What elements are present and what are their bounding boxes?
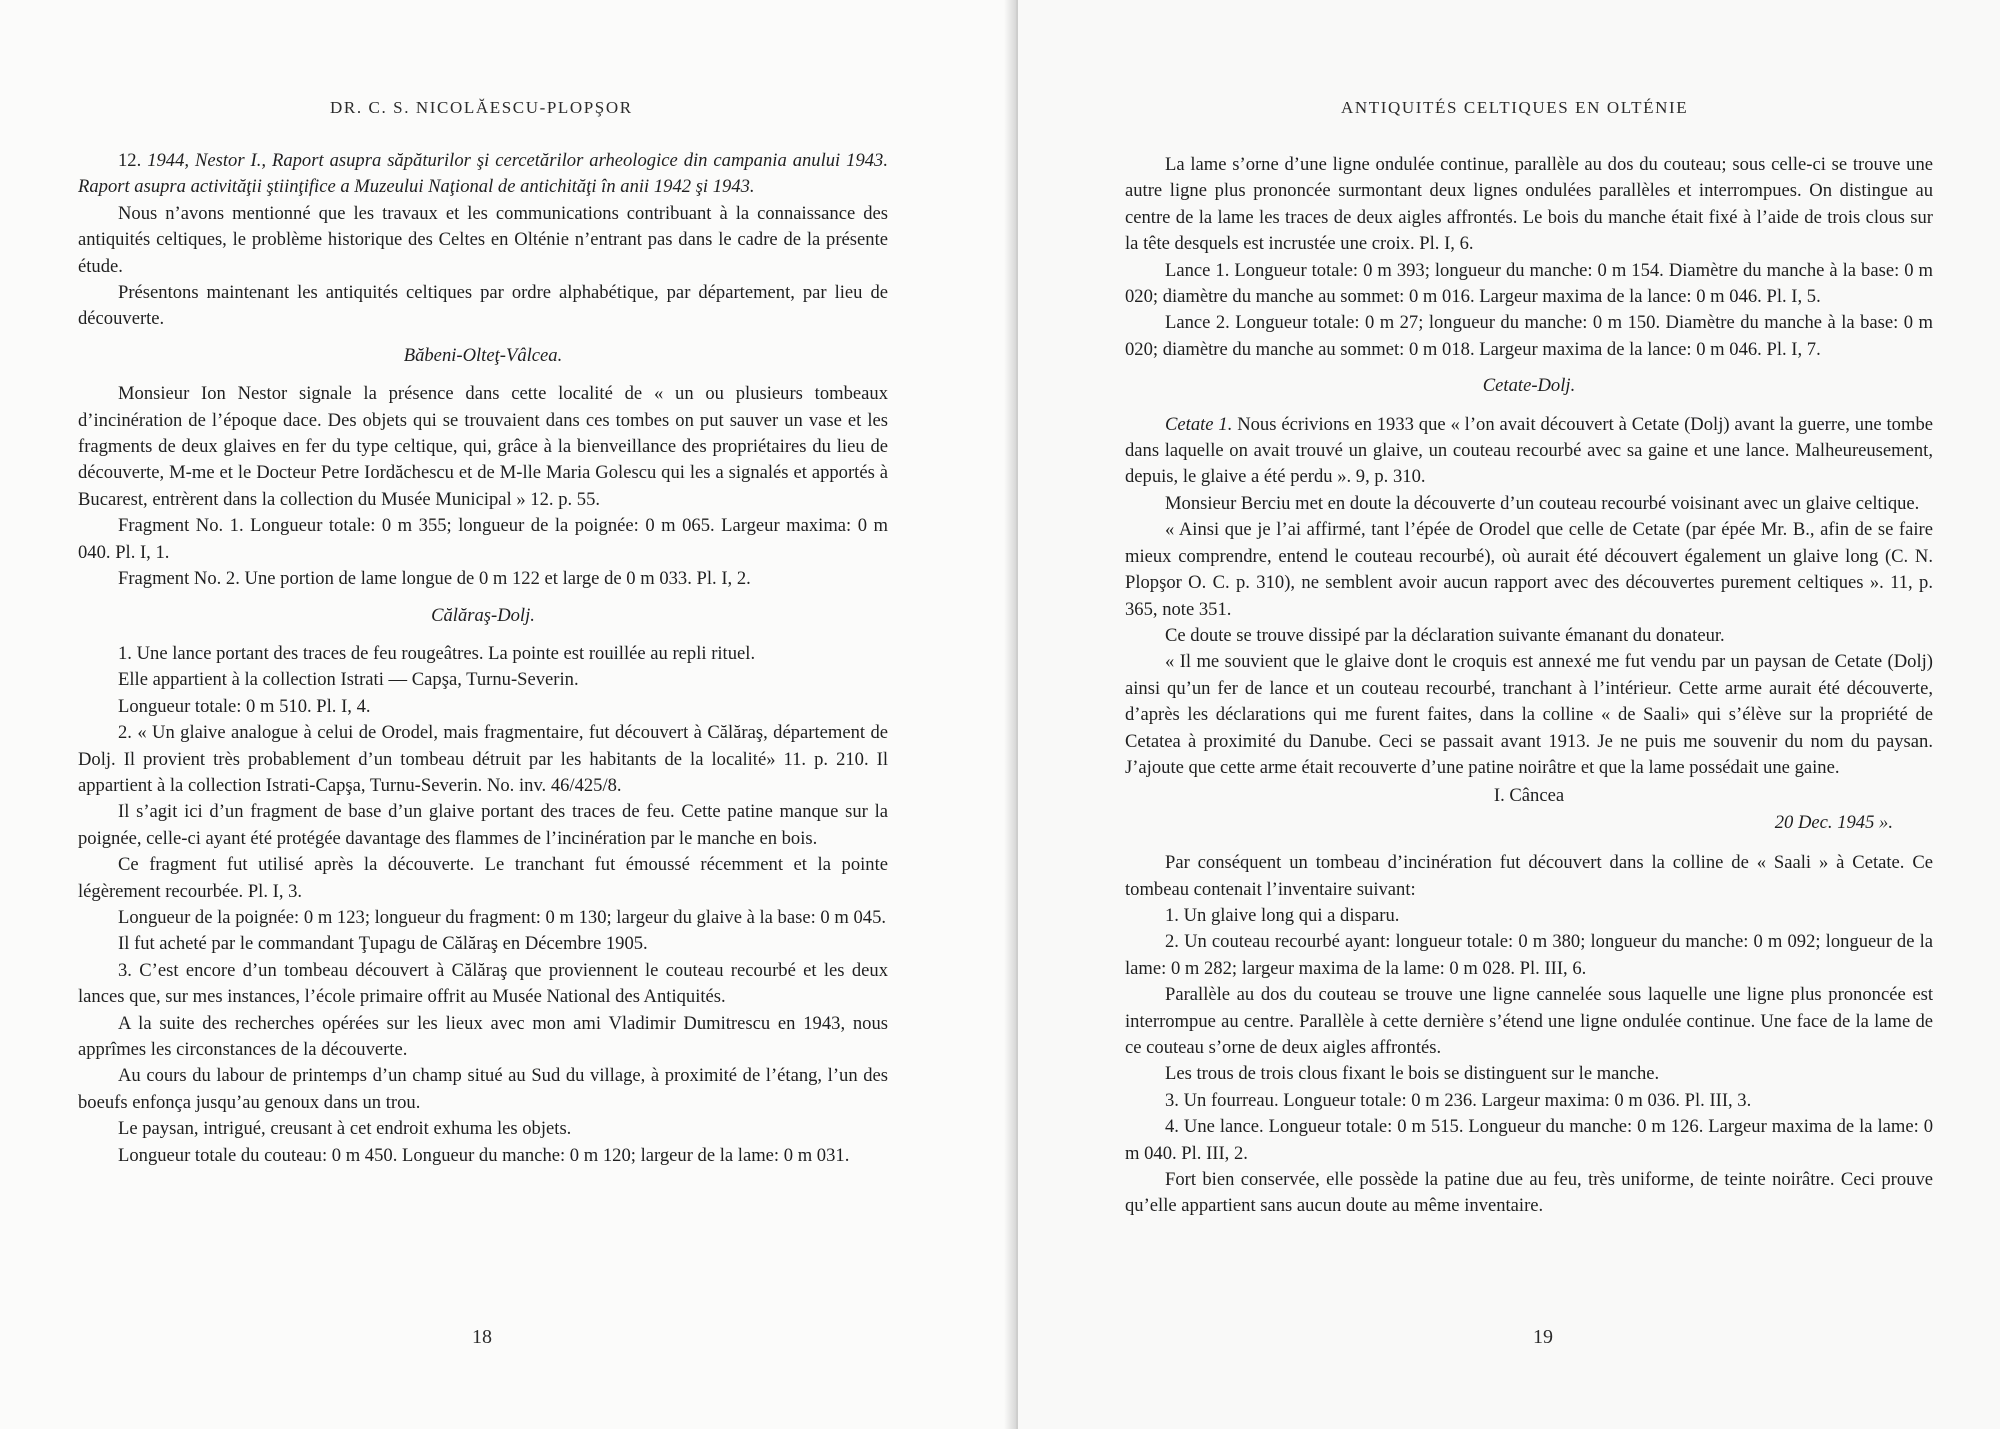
date: 20 Dec. 1945 ». (1774, 811, 1893, 833)
paragraph: Fragment No. 1. Longueur totale: 0 m 355; longueur de la poignée: 0 m 065. Largeur maxima: 0 m 040. Pl. I, 1. (78, 515, 888, 563)
paragraph: 1. Un glaive long qui a disparu. (1165, 904, 1400, 926)
paragraph: Il fut acheté par le commandant Ţupagu de Călăraş en Décembre 1905. (118, 933, 648, 955)
paragraph: Présentons maintenant les antiquités celtiques par ordre alphabétique, par département, par lieu de découverte. (78, 282, 888, 330)
paragraph: A la suite des recherches opérées sur les lieux avec mon ami Vladimir Dumitrescu en 1943, nous apprîmes les circonstances de la découverte. (78, 1012, 888, 1060)
running-head-title: ANTIQUITÉS CELTIQUES EN OLTÉNIE (1341, 98, 1689, 117)
paragraph: Longueur totale: 0 m 510. Pl. I, 4. (118, 695, 371, 717)
paragraph: Parallèle au dos du couteau se trouve une ligne cannelée sous laquelle une ligne plus prononcée est interrompue au centre. Parallèle à cette dernière s’étend une ligne ondulée continue. Une face de la lame de ce couteau s’orne de deux aigles affrontés. (1125, 984, 1933, 1058)
paragraph: Longueur de la poignée: 0 m 123; longueur du fragment: 0 m 130; largeur du glaive à la base: 0 m 045. (118, 906, 887, 928)
paragraph: Le paysan, intrigué, creusant à cet endroit exhuma les objets. (118, 1118, 572, 1140)
paragraph: 2. Un couteau recourbé ayant: longueur totale: 0 m 380; longueur du manche: 0 m 092; longueur de la lame: 0 m 282; largeur maxima de la lame: 0 m 028. Pl. III, 6. (1125, 931, 1933, 979)
signature: I. Câncea (1493, 785, 1565, 807)
page-number: 18 (472, 1326, 492, 1348)
paragraph: Il s’agit ici d’un fragment de base d’un glaive portant des traces de feu. Cette patine manque sur la poignée, celle-ci ayant été protégée davantage des flammes de l’incinération par le manche en bois. (78, 801, 888, 849)
running-head-author: DR. C. S. NICOLĂESCU-PLOPŞOR (330, 98, 633, 117)
page-number: 19 (1533, 1326, 1553, 1348)
paragraph: « Ainsi que je l’ai affirmé, tant l’épée de Orodel que celle de Cetate (par épée Mr. B., afin de se faire mieux comprendre, entend le couteau recourbé), où aurait été découvert également un glaive long (C. N. Plopşor O. C. p. 310), ne semblent avoir aucun rapport avec des découvertes purement celtiques ». 11, p. 365, note 351. (1125, 519, 1933, 620)
paragraph: « Il me souvient que le glaive dont le croquis est annexé me fut vendu par un paysan de Cetate (Dolj) ainsi qu’un fer de lance et un couteau recourbé, tranchant à l’intérieur. Cette arme aurait été découverte, d’après les déclarations qui me furent faites, dans la colline « de Saali» qui s’élève sur la propriété de Cetatea à proximité du Danube. Ceci se passait avant 1913. Je ne puis me souvenir du nom du paysan. J’ajoute que cette arme était recouverte d’une patine noirâtre et que la lame possédait une gaine. (1125, 651, 1933, 778)
paragraph: Longueur totale du couteau: 0 m 450. Longueur du manche: 0 m 120; largeur de la lame: 0 m 031. (118, 1144, 850, 1166)
paragraph: 1. Une lance portant des traces de feu rougeâtres. La pointe est rouillée au repli rituel. (118, 642, 756, 664)
paragraph: 2. « Un glaive analogue à celui de Orodel, mais fragmentaire, fut découvert à Călăraş, département de Dolj. Il provient très probablement d’un tombeau détruit par les habitants de la localité» 11. p. 210. Il appartient à la collection Istrati-Capşa, Turnu-Severin. No. inv. 46/425/8. (78, 722, 888, 796)
paragraph: Elle appartient à la collection Istrati — Capşa, Turnu-Severin. (118, 669, 579, 691)
paragraph: Monsieur Berciu met en doute la découverte d’un couteau recourbé voisinant avec un glaive celtique. (1165, 492, 1920, 514)
paragraph: Fort bien conservée, elle possède la patine due au feu, très uniforme, de teinte noirâtre. Ceci prouve qu’elle appartient sans aucun doute au même inventaire. (1125, 1169, 1933, 1217)
section-heading-babeni: Băbeni-Olteţ-Vâlcea. (403, 344, 563, 366)
paragraph: Fragment No. 2. Une portion de lame longue de 0 m 122 et large de 0 m 033. Pl. I, 2. (118, 568, 751, 590)
section-heading-calaras: Călăraş-Dolj. (431, 604, 535, 626)
paragraph: Les trous de trois clous fixant le bois se distinguent sur le manche. (1165, 1063, 1660, 1085)
paragraph: Monsieur Ion Nestor signale la présence dans cette localité de « un ou plusieurs tombeaux d’incinération de l’époque dace. Des objets qui se trouvaient dans ces tombes on put sauver un vase et les fragments de deux glaives en fer du type celtique, qui, grâce à la bienveillance des propriétaires du lieu de découverte, M-me et le Docteur Petre Iordăchescu et de M-lle Maria Golescu qui les a signalés et apportés à Bucarest, entrèrent dans la collection du Musée Municipal » 12. p. 55. (78, 383, 888, 510)
paragraph: Ce fragment fut utilisé après la découverte. Le tranchant fut émoussé récemment et la pointe légèrement recourbée. Pl. I, 3. (78, 854, 888, 902)
paragraph: 3. Un fourreau. Longueur totale: 0 m 236. Largeur maxima: 0 m 036. Pl. III, 3. (1165, 1089, 1752, 1111)
paragraph: Nous n’avons mentionné que les travaux et les communications contribuant à la connaissance des antiquités celtiques, le problème historique des Celtes en Olténie n’entrant pas dans le cadre de la présente étude. (78, 202, 888, 277)
left-page-body (78, 148, 888, 1169)
paragraph: Cetate 1. Nous écrivions en 1933 que « l’on avait découvert à Cetate (Dolj) avant la guerre, une tombe dans laquelle on avait trouvé un glaive, un couteau recourbé avec sa gaine et une lance. Malheureusement, depuis, le glaive a été perdu ». 9, p. 310. (1125, 413, 1933, 488)
right-page-body (1125, 152, 1933, 1220)
paragraph: Au cours du labour de printemps d’un champ situé au Sud du village, à proximité de l’étang, l’un des boeufs enfonça jusqu’au genoux dans un trou. (78, 1065, 888, 1113)
paragraph: Par conséquent un tombeau d’incinération fut découvert dans la colline de « Saali » à Cetate. Ce tombeau contenait l’inventaire suivant: (1125, 852, 1933, 900)
paragraph: La lame s’orne d’une ligne ondulée continue, parallèle au dos du couteau; sous celle-ci se trouve une autre ligne plus prononcée surmontant deux lignes ondulées parallèles et interrompues. On distingue au centre de la lame les traces de deux aigles affrontés. Le bois du manche était fixé à l’aide de trois clous sur la tête desquels est incrustée une croix. Pl. I, 6. (1125, 154, 1933, 255)
paragraph: Lance 1. Longueur totale: 0 m 393; longueur du manche: 0 m 154. Diamètre du manche à la base: 0 m 020; diamètre du manche au sommet: 0 m 016. Largeur maxima de la lance: 0 m 046. Pl. I, 5. (1125, 259, 1933, 308)
paragraph: Lance 2. Longueur totale: 0 m 27; longueur du manche: 0 m 150. Diamètre du manche à la base: 0 m 020; diamètre du manche au sommet: 0 m 018. Largeur maxima de la lance: 0 m 046. Pl. I, 7. (1125, 312, 1933, 360)
paragraph: 3. C’est encore d’un tombeau découvert à Călăraş que proviennent le couteau recourbé et les deux lances que, sur mes instances, l’école primaire offrit au Musée National des Antiquités. (78, 959, 888, 1008)
section-heading-cetate: Cetate-Dolj. (1482, 375, 1576, 397)
reference-12: 12. 1944, Nestor I., Raport asupra săpăturilor şi cercetărilor arheologice din campania anului 1943. Raport asupra activităţii ştiinţifice a Muzeului Naţional de antichităţi în anii 1942 şi 1943. (78, 150, 889, 198)
paragraph: Ce doute se trouve dissipé par la déclaration suivante émanant du donateur. (1165, 624, 1725, 646)
paragraph: 4. Une lance. Longueur totale: 0 m 515. Longueur du manche: 0 m 126. Largeur maxima de la lame: 0 m 040. Pl. III, 2. (1125, 1116, 1933, 1164)
